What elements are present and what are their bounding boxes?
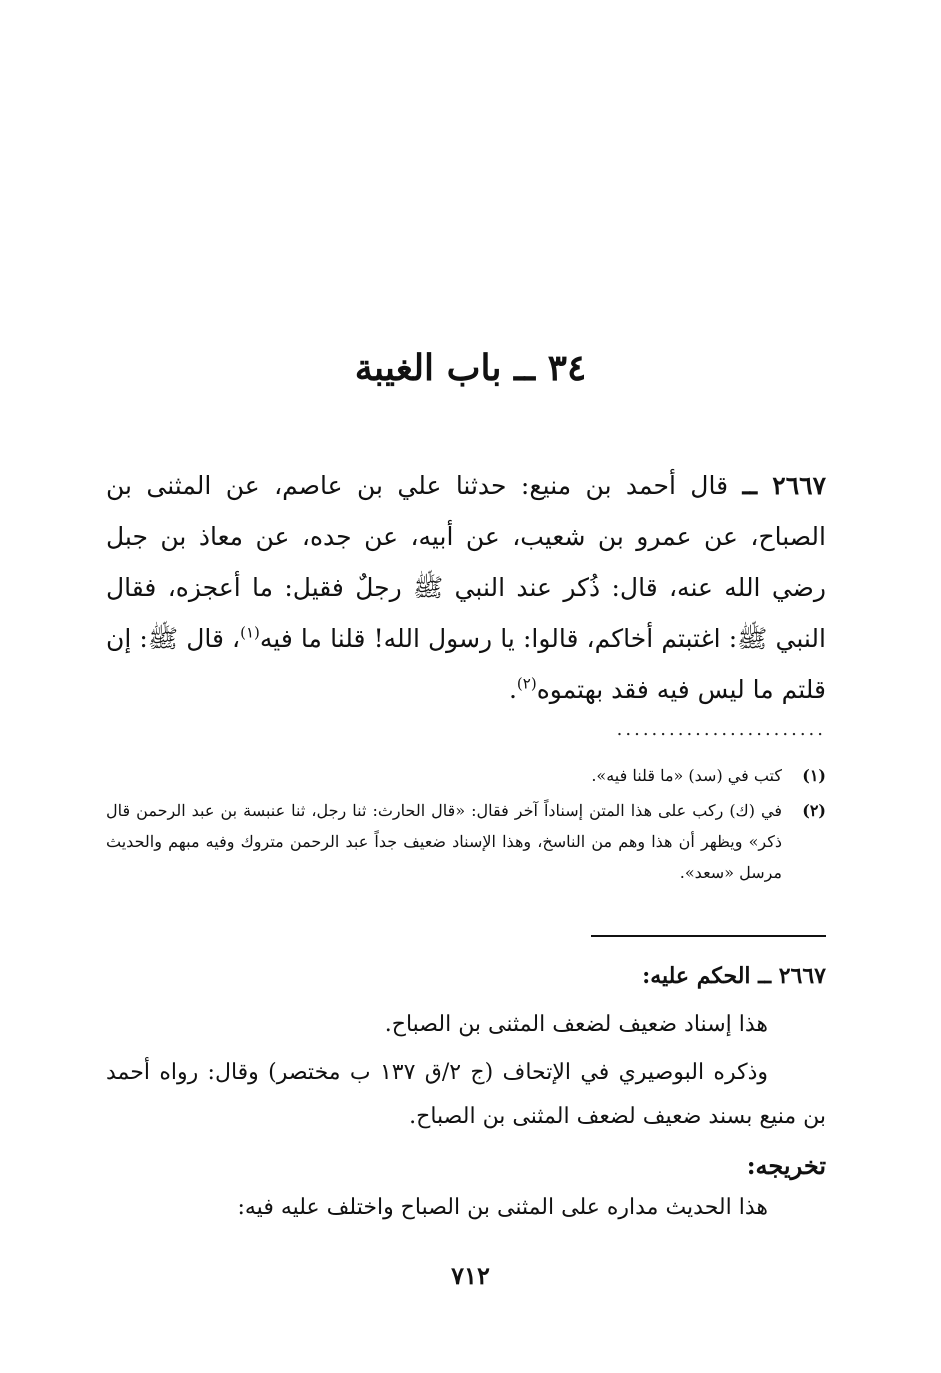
- footnote-item: [106, 795, 826, 888]
- footnote-text: في (ك) ركب على هذا المتن إسناداً آخر فقال: «قال الحارث: ثنا رجل، ثنا عنبسة بن عبد الرحمن قال ذكر» ويظهر أن هذا وهم من الناسخ، وهذا الإسناد ضعيف جداً عبد الرحمن متروك وفيه مبهم والحديث مرسل «سعد».: [106, 801, 782, 882]
- hadith-number: ٢٦٦٧ ــ: [742, 471, 827, 500]
- footnotes-list: [106, 760, 826, 892]
- section-divider: [591, 935, 826, 937]
- ruling-paragraph: وذكره البوصيري في الإتحاف (ج ٢/ق ١٣٧ ب مختصر) وقال: رواه أحمد بن منيع بسند ضعيف لضعف المثنى بن الصباح.: [106, 1060, 826, 1129]
- footnote-marker-1[interactable]: (١): [240, 623, 260, 642]
- footnote-item: [106, 760, 826, 791]
- hadith-text-part2: ، قال ﷺ: إن قلتم ما ليس فيه فقد بهتموه: [106, 624, 826, 704]
- chapter-title: ٣٤ ــ باب الغيبة: [354, 347, 587, 390]
- takhrij-text: هذا الحديث مداره على المثنى بن الصباح واختلف عليه فيه:: [237, 1195, 768, 1220]
- footnote-number: (١): [802, 766, 826, 785]
- footnote-text: كتب في (سد) «ما قلنا فيه».: [591, 766, 782, 785]
- hadith-text: [106, 460, 826, 715]
- ruling-paragraph: هذا إسناد ضعيف لضعف المثنى بن الصباح.: [384, 1012, 768, 1037]
- footnote-number: (٢): [802, 801, 826, 820]
- page-number: ٧١٢: [451, 1261, 490, 1290]
- takhrij-heading: تخريجه:: [746, 1151, 826, 1180]
- ruling-body: [106, 1003, 826, 1143]
- hadith-text-end: .: [508, 675, 517, 704]
- footnote-marker-2[interactable]: (٢): [516, 674, 537, 693]
- hadith-text-part1: قال أحمد بن منيع: حدثنا علي بن عاصم، عن المثنى بن الصباح، عن عمرو بن شعيب، عن أبيه، عن جده، عن معاذ بن جبل رضي الله عنه، قال: ذُكر عند النبي ﷺ رجلٌ فقيل: ما أعجزه، فقال النبي ﷺ: اغتبتم أخاكم، قالوا: يا رسول الله! قلنا ما فيه: [106, 471, 826, 653]
- ruling-heading: ٢٦٦٧ ــ الحكم عليه:: [642, 963, 826, 989]
- footnote-separator: ........................: [616, 719, 826, 740]
